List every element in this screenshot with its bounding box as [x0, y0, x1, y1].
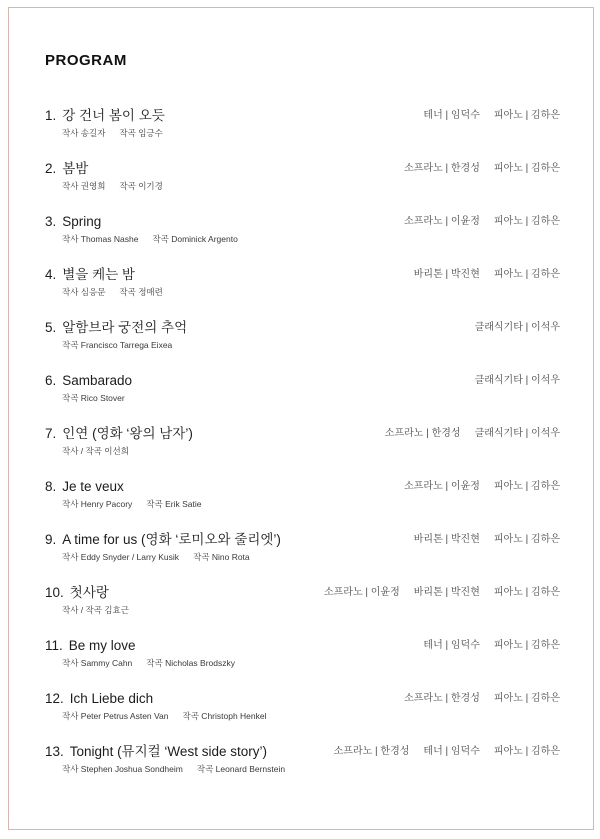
performer: 피아노 | 김하은 [493, 534, 560, 545]
program-item [45, 318, 560, 352]
item-number: 5. [45, 320, 57, 335]
item-performers [396, 689, 560, 709]
item-main [45, 265, 163, 299]
performer: 소프라노 | 한경성 [384, 428, 461, 439]
item-title-line [45, 424, 193, 444]
item-credits [62, 763, 285, 776]
program-item [45, 689, 560, 723]
credit-part: 작곡 Nicholas Brodszky [146, 658, 235, 668]
program-item [45, 265, 560, 299]
credit-part: 작사 / 작곡 이선희 [62, 446, 129, 456]
credit-part: 작사 심응문 [62, 287, 106, 297]
item-title: 인연 (영화 ‘왕의 남자’) [62, 426, 193, 441]
program-item [45, 106, 560, 140]
item-title-line [45, 318, 187, 338]
credit-part: 작곡 Erik Satie [146, 499, 202, 509]
performer: 피아노 | 김하은 [493, 163, 560, 174]
performer: 테너 | 임덕수 [423, 110, 480, 121]
item-title-line [45, 212, 238, 232]
credit-part: 작곡 정매련 [119, 287, 163, 297]
credit-part: 작곡 Leonard Bernstein [196, 764, 286, 774]
item-title-line [45, 636, 235, 656]
item-title: Je te veux [62, 479, 124, 494]
item-performers [377, 424, 560, 444]
item-performers [326, 742, 560, 762]
item-credits [62, 339, 187, 352]
item-performers [467, 371, 560, 391]
credit-part: 작사 Stephen Joshua Sondheim [62, 764, 183, 774]
item-credits [62, 710, 267, 723]
item-main [45, 742, 285, 776]
credit-part: 작곡 Francisco Tarrega Eixea [62, 340, 173, 350]
item-title-line [45, 530, 281, 550]
item-credits [62, 180, 163, 193]
item-main [45, 318, 187, 352]
item-credits [62, 498, 201, 511]
item-number: 1. [45, 108, 57, 123]
credit-part: 작사 Sammy Cahn [62, 658, 133, 668]
performer: 소프라노 | 이윤정 [323, 587, 400, 598]
credit-part: 작사 Thomas Nashe [62, 234, 139, 244]
item-title: 강 건너 봄이 오듯 [62, 108, 165, 123]
item-title-line [45, 371, 132, 391]
item-main [45, 424, 193, 458]
page-title: PROGRAM [45, 52, 127, 69]
item-number: 11. [45, 638, 63, 653]
item-main [45, 477, 201, 511]
program-item [45, 742, 560, 776]
item-performers [406, 265, 560, 285]
item-main [45, 159, 163, 193]
item-title-line [45, 159, 163, 179]
item-title: A time for us (영화 ‘로미오와 줄리엣’) [62, 532, 281, 547]
item-title: 봄밤 [62, 161, 89, 176]
item-main [45, 583, 129, 617]
item-performers [396, 159, 560, 179]
credit-part: 작곡 임긍수 [119, 128, 163, 138]
item-performers [316, 583, 560, 603]
item-performers [406, 530, 560, 550]
performer: 소프라노 | 한경성 [404, 693, 480, 704]
item-number: 7. [45, 426, 57, 441]
item-title: 별을 케는 밤 [62, 267, 135, 282]
item-title: 첫사랑 [69, 585, 109, 600]
performer: 테너 | 임덕수 [423, 746, 480, 757]
item-main [45, 530, 281, 564]
item-number: 10. [45, 585, 64, 600]
performer: 클래식기타 | 이석우 [474, 375, 560, 386]
item-title-line [45, 583, 129, 603]
credit-part: 작사 권영희 [62, 181, 106, 191]
item-title-line [45, 265, 163, 285]
performer: 피아노 | 김하은 [493, 746, 560, 757]
program-item [45, 636, 560, 670]
credit-part: 작곡 Nino Rota [193, 552, 250, 562]
item-title: Spring [62, 214, 102, 229]
performer: 소프라노 | 한경성 [333, 746, 410, 757]
item-title: Sambarado [62, 373, 133, 388]
credit-part: 작곡 Christoph Henkel [182, 711, 267, 721]
item-performers [467, 318, 560, 338]
item-number: 6. [45, 373, 57, 388]
item-number: 4. [45, 267, 57, 282]
program-item [45, 477, 560, 511]
program-item [45, 212, 560, 246]
performer: 바리톤 | 박진현 [413, 587, 480, 598]
item-number: 12. [45, 691, 64, 706]
performer: 소프라노 | 이윤정 [404, 216, 480, 227]
performer: 피아노 | 김하은 [493, 216, 560, 227]
program-item [45, 530, 560, 564]
item-credits [62, 127, 165, 140]
performer: 바리톤 | 박진현 [413, 269, 480, 280]
credit-part: 작사 송길자 [62, 128, 106, 138]
item-performers [415, 106, 560, 126]
credit-part: 작사 / 작곡 김효근 [62, 605, 129, 615]
item-credits [62, 233, 238, 246]
performer: 피아노 | 김하은 [493, 110, 560, 121]
performer: 피아노 | 김하은 [493, 693, 560, 704]
performer: 바리톤 | 박진현 [413, 534, 480, 545]
item-title-line [45, 106, 165, 126]
program-list [45, 106, 560, 776]
item-main [45, 212, 238, 246]
performer: 테너 | 임덕수 [423, 640, 480, 651]
page-content [45, 52, 560, 795]
item-title: Tonight (뮤지컬 ‘West side story’) [69, 744, 267, 759]
item-title: Ich Liebe dich [69, 691, 154, 706]
item-main [45, 106, 165, 140]
item-title: 알함브라 궁전의 추억 [62, 320, 188, 335]
item-credits [62, 445, 193, 458]
item-number: 8. [45, 479, 57, 494]
program-item [45, 424, 560, 458]
item-performers [415, 636, 560, 656]
item-credits [62, 286, 163, 299]
performer: 피아노 | 김하은 [493, 269, 560, 280]
item-number: 13. [45, 744, 64, 759]
item-number: 9. [45, 532, 57, 547]
item-credits [62, 657, 235, 670]
item-credits [62, 551, 281, 564]
performer: 피아노 | 김하은 [493, 587, 560, 598]
item-title-line [45, 742, 285, 762]
item-title: Be my love [68, 638, 136, 653]
performer: 피아노 | 김하은 [493, 481, 560, 492]
item-main [45, 371, 132, 405]
program-item [45, 159, 560, 193]
item-performers [396, 212, 560, 232]
credit-part: 작사 Henry Pacory [62, 499, 133, 509]
item-title-line [45, 689, 267, 709]
item-number: 2. [45, 161, 57, 176]
performer: 클래식기타 | 이석우 [474, 322, 560, 333]
credit-part: 작곡 이기경 [119, 181, 163, 191]
credit-part: 작사 Peter Petrus Asten Van [62, 711, 169, 721]
item-main [45, 689, 267, 723]
item-credits [62, 392, 132, 405]
program-item [45, 583, 560, 617]
performer: 피아노 | 김하은 [493, 640, 560, 651]
performer: 클래식기타 | 이석우 [474, 428, 560, 439]
credit-part: 작사 Eddy Snyder / Larry Kusik [62, 552, 180, 562]
program-item [45, 371, 560, 405]
item-performers [396, 477, 560, 497]
item-credits [62, 604, 129, 617]
item-main [45, 636, 235, 670]
credit-part: 작곡 Dominick Argento [152, 234, 238, 244]
performer: 소프라노 | 한경성 [404, 163, 480, 174]
item-title-line [45, 477, 201, 497]
item-number: 3. [45, 214, 57, 229]
performer: 소프라노 | 이윤정 [404, 481, 480, 492]
credit-part: 작곡 Rico Stover [62, 393, 125, 403]
